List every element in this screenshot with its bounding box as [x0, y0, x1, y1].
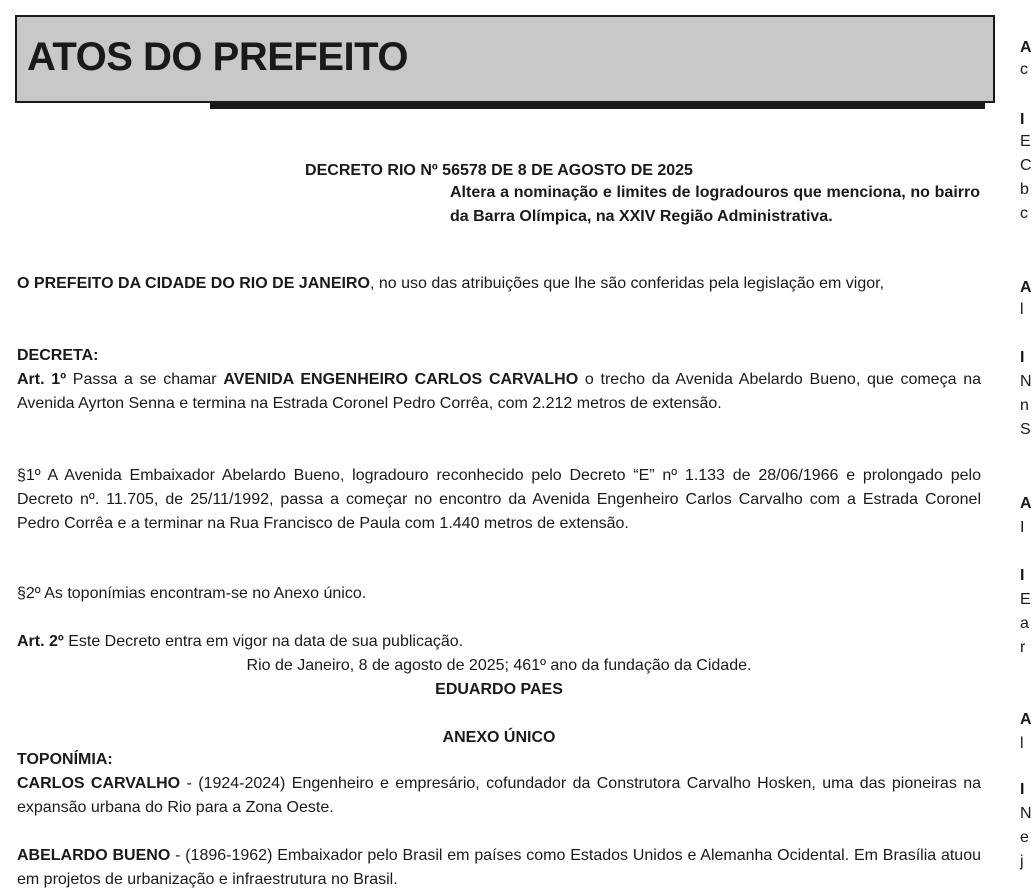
- next-column-line: c: [1020, 205, 1028, 222]
- next-column-line: r: [1020, 639, 1026, 656]
- next-column-line: S: [1020, 421, 1031, 438]
- next-column-line: C: [1020, 157, 1032, 174]
- next-column-line: j: [1020, 853, 1024, 870]
- next-column-line: A: [1020, 711, 1032, 728]
- next-column-line: N: [1020, 373, 1032, 390]
- section-header-box: [15, 15, 995, 103]
- decreta-label: DECRETA:: [17, 347, 99, 364]
- toponimia-entry-name: CARLOS CARVALHO: [17, 775, 181, 792]
- signature: EDUARDO PAES: [435, 681, 563, 698]
- article-1-text-a: Passa a se chamar: [66, 371, 224, 388]
- article-2-text: Este Decreto entra em vigor na data de sua publicação.: [63, 633, 464, 650]
- next-column-line: l: [1020, 301, 1024, 318]
- header-underline-bar: [210, 101, 985, 109]
- next-column-line: I: [1020, 781, 1025, 798]
- next-column-line: b: [1020, 181, 1029, 198]
- preamble-paragraph: [17, 272, 981, 296]
- next-column-line: I: [1020, 111, 1025, 128]
- toponimia-entry-name: ABELARDO BUENO: [17, 847, 171, 864]
- next-column-line: c: [1020, 61, 1028, 78]
- toponimia-entry: [17, 844, 981, 892]
- decree-ementa: Altera a nominação e limites de logradouros que menciona, no bairro da Barra Olímpica, na XXIV Região Administrativa.: [450, 184, 980, 225]
- next-column-line: I: [1020, 567, 1025, 584]
- preamble-text: , no uso das atribuições que lhe são conferidas pela legislação em vigor,: [369, 275, 885, 292]
- next-column-line: n: [1020, 397, 1029, 414]
- next-column-line: I: [1020, 519, 1025, 536]
- article-1: [17, 368, 981, 416]
- decree-title: DECRETO RIO Nº 56578 DE 8 DE AGOSTO DE 2025: [305, 162, 693, 179]
- next-column-line: A: [1020, 39, 1032, 56]
- toponimia-entry-text: - (1896-1962) Embaixador pelo Brasil em países como Estados Unidos e Alemanha Ocidental. Em Brasília atuou em projetos de urbanização e infraestrutura no Brasil.: [17, 847, 982, 888]
- next-column-line: a: [1020, 615, 1029, 632]
- article-1-text-b: o trecho da Avenida Abelardo Bueno, que começa na Avenida Ayrton Senna e termina na Estrada Coronel Pedro Corrêa, com 2.212 metros de extensão.: [17, 371, 982, 412]
- toponimia-label: TOPONÍMIA:: [17, 751, 113, 768]
- next-column-line: I: [1020, 349, 1025, 366]
- section-title: ATOS DO PREFEITO: [27, 35, 408, 79]
- next-column-line: l: [1020, 735, 1024, 752]
- article-2-label: Art. 2º: [17, 633, 64, 650]
- preamble-mayor: O PREFEITO DA CIDADE DO RIO DE JANEIRO: [17, 275, 370, 292]
- next-column-line: E: [1020, 133, 1031, 150]
- next-column-line: A: [1020, 495, 1032, 512]
- next-column-line: N: [1020, 805, 1032, 822]
- next-column-fragment: [1016, 0, 1032, 894]
- place-and-date: Rio de Janeiro, 8 de agosto de 2025; 461º ano da fundação da Cidade.: [246, 657, 752, 674]
- paragraph-1: §1º A Avenida Embaixador Abelardo Bueno, logradouro reconhecido pelo Decreto “E” nº 1.133 de 28/06/1966 e prolongado pelo Decreto nº. 11.705, de 25/11/1992, passa a começar no encontro da Avenida Engenheiro Carlos Carvalho com a Estrada Coronel Pedro Corrêa e a terminar na Rua Francisco de Paula com 1.440 metros de extensão.: [17, 467, 981, 532]
- toponimia-entry-text: - (1924-2024) Engenheiro e empresário, cofundador da Construtora Carvalho Hosken, uma das pioneiras na expansão urbana do Rio para a Zona Oeste.: [17, 775, 982, 816]
- next-column-line: e: [1020, 829, 1029, 846]
- annex-title: ANEXO ÚNICO: [442, 729, 556, 746]
- next-column-line: E: [1020, 591, 1031, 608]
- next-column-line: A: [1020, 279, 1032, 296]
- toponimia-entry: [17, 772, 981, 820]
- article-1-label: Art. 1º: [17, 371, 67, 388]
- article-2: [17, 630, 981, 654]
- paragraph-2: §2º As toponímias encontram-se no Anexo único.: [17, 585, 367, 602]
- article-1-street-name: AVENIDA ENGENHEIRO CARLOS CARVALHO: [223, 371, 579, 388]
